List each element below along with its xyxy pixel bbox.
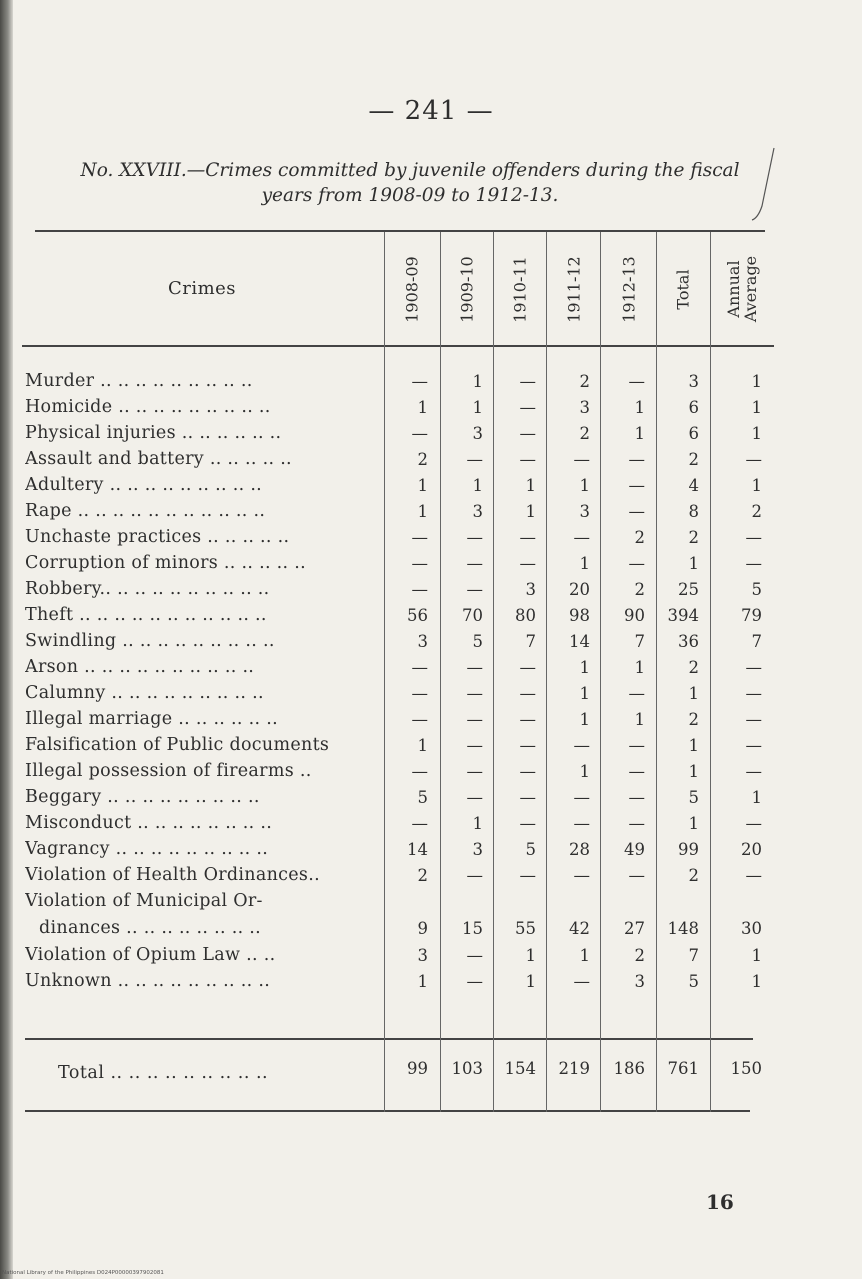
table-cell: 15 (462, 919, 483, 938)
table-cell: 42 (569, 919, 590, 938)
total-cell: 154 (504, 1059, 536, 1078)
table-cell: — (745, 528, 762, 547)
table-cell: — (745, 710, 762, 729)
table-cell: 1 (525, 972, 536, 991)
table-cell: — (411, 710, 428, 729)
table-cell: — (573, 814, 590, 833)
table-cell: 1 (751, 424, 762, 443)
table-cell: — (628, 476, 645, 495)
pencil-mark-icon (748, 146, 778, 222)
table-cell: 1 (634, 710, 645, 729)
row-label: Misconduct .. .. .. .. .. .. .. .. (25, 813, 273, 833)
row-label: Violation of Opium Law .. .. (25, 945, 276, 965)
row-label: Physical injuries .. .. .. .. .. .. (25, 423, 282, 443)
table-cell: 3 (579, 398, 590, 417)
table-cell: — (628, 762, 645, 781)
table-cell: 1 (472, 476, 483, 495)
table-cell: 1 (688, 762, 699, 781)
table-cell: 1 (634, 398, 645, 417)
table-cell: — (573, 528, 590, 547)
table-cell: — (466, 658, 483, 677)
table-cell: — (466, 866, 483, 885)
table-cell: 1 (634, 424, 645, 443)
row-label: Robbery.. .. .. .. .. .. .. .. .. .. (25, 579, 270, 599)
table-cell: — (745, 450, 762, 469)
page-binding-shadow (0, 0, 13, 1279)
table-cell: 3 (472, 502, 483, 521)
column-header: 1908-09 (402, 255, 422, 323)
table-cell: — (466, 710, 483, 729)
header-bottom-rule (22, 345, 774, 347)
table-cell: 6 (688, 398, 699, 417)
table-cell: — (573, 450, 590, 469)
table-cell: — (519, 528, 536, 547)
column-divider (546, 232, 547, 1112)
table-cell: — (628, 502, 645, 521)
table-cell: 5 (472, 632, 483, 651)
table-cell: — (466, 450, 483, 469)
table-cell: 5 (688, 788, 699, 807)
table-cell: 3 (417, 946, 428, 965)
table-cell: 99 (678, 840, 699, 859)
table-number: No. XXVIII. (80, 160, 187, 181)
row-label: Vagrancy .. .. .. .. .. .. .. .. .. (25, 839, 269, 859)
table-cell: — (466, 684, 483, 703)
total-cell: 150 (730, 1059, 762, 1078)
table-cell: — (411, 658, 428, 677)
table-cell: 9 (417, 919, 428, 938)
table-cell: 3 (688, 372, 699, 391)
table-cell: 1 (579, 554, 590, 573)
row-label: Theft .. .. .. .. .. .. .. .. .. .. .. (25, 605, 267, 625)
table-cell: 394 (667, 606, 699, 625)
table-cell: 20 (741, 840, 762, 859)
column-divider (710, 232, 711, 1112)
table-cell: — (519, 736, 536, 755)
table-cell: 7 (634, 632, 645, 651)
total-cell: 99 (407, 1059, 428, 1078)
page-number: — 241 — (368, 96, 494, 126)
table-cell: 2 (688, 866, 699, 885)
column-divider (600, 232, 601, 1112)
row-label: Calumny .. .. .. .. .. .. .. .. .. (25, 683, 264, 703)
total-row-label: Total .. .. .. .. .. .. .. .. .. (58, 1063, 269, 1083)
total-cell: 761 (667, 1059, 699, 1078)
table-cell: 7 (525, 632, 536, 651)
table-cell: — (411, 528, 428, 547)
table-cell: — (466, 736, 483, 755)
column-header: 1911-12 (564, 255, 584, 323)
table-cell: 148 (667, 919, 699, 938)
table-cell: 1 (579, 710, 590, 729)
table-cell: — (466, 946, 483, 965)
table-title (30, 158, 790, 208)
table-cell: 1 (579, 476, 590, 495)
table-cell: — (519, 710, 536, 729)
table-cell: — (519, 762, 536, 781)
table-cell: 1 (417, 502, 428, 521)
table-cell: 2 (634, 528, 645, 547)
column-header: 1912-13 (619, 255, 639, 323)
table-cell: — (745, 762, 762, 781)
row-label: Adultery .. .. .. .. .. .. .. .. .. (25, 475, 263, 495)
table-cell: — (466, 762, 483, 781)
table-cell: — (628, 554, 645, 573)
table-cell: — (745, 866, 762, 885)
table-cell: 1 (525, 502, 536, 521)
table-cell: — (628, 866, 645, 885)
table-cell: 1 (751, 972, 762, 991)
table-cell: 1 (751, 476, 762, 495)
table-cell: 2 (634, 946, 645, 965)
table-cell: 2 (751, 502, 762, 521)
row-label: Murder .. .. .. .. .. .. .. .. .. (25, 371, 253, 391)
table-cell: 1 (751, 398, 762, 417)
row-label: Corruption of minors .. .. .. .. .. (25, 553, 306, 573)
crimes-column-header: Crimes (167, 278, 237, 299)
table-cell: — (519, 814, 536, 833)
table-cell: 1 (417, 736, 428, 755)
table-cell: — (519, 398, 536, 417)
table-cell: 49 (624, 840, 645, 859)
table-cell: 8 (688, 502, 699, 521)
row-label: Homicide .. .. .. .. .. .. .. .. .. (25, 397, 271, 417)
table-cell: — (466, 580, 483, 599)
table-cell: — (411, 684, 428, 703)
table-cell: 2 (688, 658, 699, 677)
row-label: Assault and battery .. .. .. .. .. (25, 449, 292, 469)
table-cell: — (519, 372, 536, 391)
row-label: Violation of Health Ordinances.. (25, 865, 320, 885)
table-cell: 1 (417, 476, 428, 495)
table-cell: — (519, 658, 536, 677)
table-cell: — (466, 528, 483, 547)
table-cell: 70 (462, 606, 483, 625)
table-cell: — (411, 580, 428, 599)
table-cell: 7 (751, 632, 762, 651)
table-cell: — (573, 736, 590, 755)
table-cell: — (519, 554, 536, 573)
row-label: Swindling .. .. .. .. .. .. .. .. .. (25, 631, 275, 651)
column-header: 1909-10 (457, 255, 477, 323)
table-cell: 4 (688, 476, 699, 495)
table-cell: — (573, 866, 590, 885)
table-cell: 1 (525, 476, 536, 495)
table-cell: 90 (624, 606, 645, 625)
table-cell: 1 (688, 554, 699, 573)
table-cell: 3 (525, 580, 536, 599)
table-cell: — (573, 788, 590, 807)
table-cell: 27 (624, 919, 645, 938)
table-cell: 98 (569, 606, 590, 625)
table-cell: — (411, 372, 428, 391)
table-cell: — (519, 684, 536, 703)
row-label: Illegal possession of firearms .. (25, 761, 312, 781)
table-cell: — (628, 372, 645, 391)
table-cell: — (411, 762, 428, 781)
table-cell: 25 (678, 580, 699, 599)
row-label: Beggary .. .. .. .. .. .. .. .. .. (25, 787, 260, 807)
table-cell: 1 (751, 372, 762, 391)
row-label: Rape .. .. .. .. .. .. .. .. .. .. .. (25, 501, 266, 521)
table-cell: 1 (751, 946, 762, 965)
table-cell: 56 (407, 606, 428, 625)
table-cell: 1 (579, 762, 590, 781)
column-header: 1910-11 (510, 255, 530, 323)
table-cell: — (519, 788, 536, 807)
table-cell: 55 (515, 919, 536, 938)
table-cell: 3 (634, 972, 645, 991)
total-cell: 219 (558, 1059, 590, 1078)
scan-credit: National Library of the Philippines D024P00000397902081 (2, 1270, 164, 1276)
table-cell: 1 (417, 972, 428, 991)
table-cell: — (745, 554, 762, 573)
table-cell: — (411, 554, 428, 573)
table-cell: 20 (569, 580, 590, 599)
table-cell: — (519, 866, 536, 885)
table-cell: 2 (417, 450, 428, 469)
table-cell: 6 (688, 424, 699, 443)
table-cell: 28 (569, 840, 590, 859)
table-cell: 2 (634, 580, 645, 599)
table-cell: — (628, 450, 645, 469)
row-label: Arson .. .. .. .. .. .. .. .. .. .. (25, 657, 255, 677)
table-cell: 1 (525, 946, 536, 965)
column-header: Total (673, 268, 693, 310)
table-cell: 14 (569, 632, 590, 651)
table-cell: 3 (579, 502, 590, 521)
row-label: Falsification of Public documents (25, 735, 330, 755)
table-cell: 2 (579, 372, 590, 391)
table-cell: — (411, 424, 428, 443)
table-cell: 2 (417, 866, 428, 885)
table-cell: 5 (688, 972, 699, 991)
total-cell: 186 (613, 1059, 645, 1078)
table-cell: 7 (688, 946, 699, 965)
signature-number: 16 (706, 1190, 734, 1214)
table-cell: — (466, 972, 483, 991)
table-cell: 5 (525, 840, 536, 859)
table-cell: 2 (688, 450, 699, 469)
table-cell: — (745, 814, 762, 833)
column-header: Annual Average (724, 255, 760, 323)
table-cell: 1 (579, 684, 590, 703)
table-cell: — (466, 554, 483, 573)
table-cell: 1 (688, 736, 699, 755)
table-cell: — (411, 814, 428, 833)
table-cell: 1 (472, 372, 483, 391)
table-cell: — (628, 788, 645, 807)
table-cell: — (745, 684, 762, 703)
column-divider (384, 232, 385, 1112)
table-cell: 1 (688, 684, 699, 703)
table-cell: 36 (678, 632, 699, 651)
table-cell: 5 (751, 580, 762, 599)
table-cell: 80 (515, 606, 536, 625)
table-cell: 1 (751, 788, 762, 807)
table-bottom-rule (25, 1110, 750, 1112)
table-cell: 5 (417, 788, 428, 807)
table-cell: 3 (472, 840, 483, 859)
table-cell: — (745, 658, 762, 677)
table-cell: 2 (579, 424, 590, 443)
total-cell: 103 (451, 1059, 483, 1078)
table-cell: 2 (688, 528, 699, 547)
table-cell: 1 (472, 814, 483, 833)
table-cell: — (519, 424, 536, 443)
total-top-rule (25, 1038, 753, 1040)
table-cell: 14 (407, 840, 428, 859)
table-cell: — (745, 736, 762, 755)
row-label: Illegal marriage .. .. .. .. .. .. (25, 709, 278, 729)
table-cell: — (466, 788, 483, 807)
table-cell: 1 (472, 398, 483, 417)
table-cell: — (628, 736, 645, 755)
table-cell: 1 (634, 658, 645, 677)
title-line-1: —Crimes committed by juvenile offenders during the fiscal (186, 160, 740, 181)
table-cell: 1 (579, 658, 590, 677)
table-cell: 79 (741, 606, 762, 625)
table-cell: — (573, 972, 590, 991)
table-cell: 1 (579, 946, 590, 965)
table-cell: 3 (472, 424, 483, 443)
table-cell: 3 (417, 632, 428, 651)
table-cell: — (628, 684, 645, 703)
table-cell: 2 (688, 710, 699, 729)
table-cell: 30 (741, 919, 762, 938)
table-cell: 1 (417, 398, 428, 417)
table-cell: 1 (688, 814, 699, 833)
row-label: Unknown .. .. .. .. .. .. .. .. .. (25, 971, 271, 991)
row-label: Violation of Municipal Or- dinances .. .. .. .. .. .. .. .. (25, 891, 263, 938)
title-line-2: years from 1908-09 to 1912-13. (261, 185, 559, 206)
table-cell: — (628, 814, 645, 833)
table-cell: — (519, 450, 536, 469)
row-label: Unchaste practices .. .. .. .. .. (25, 527, 290, 547)
